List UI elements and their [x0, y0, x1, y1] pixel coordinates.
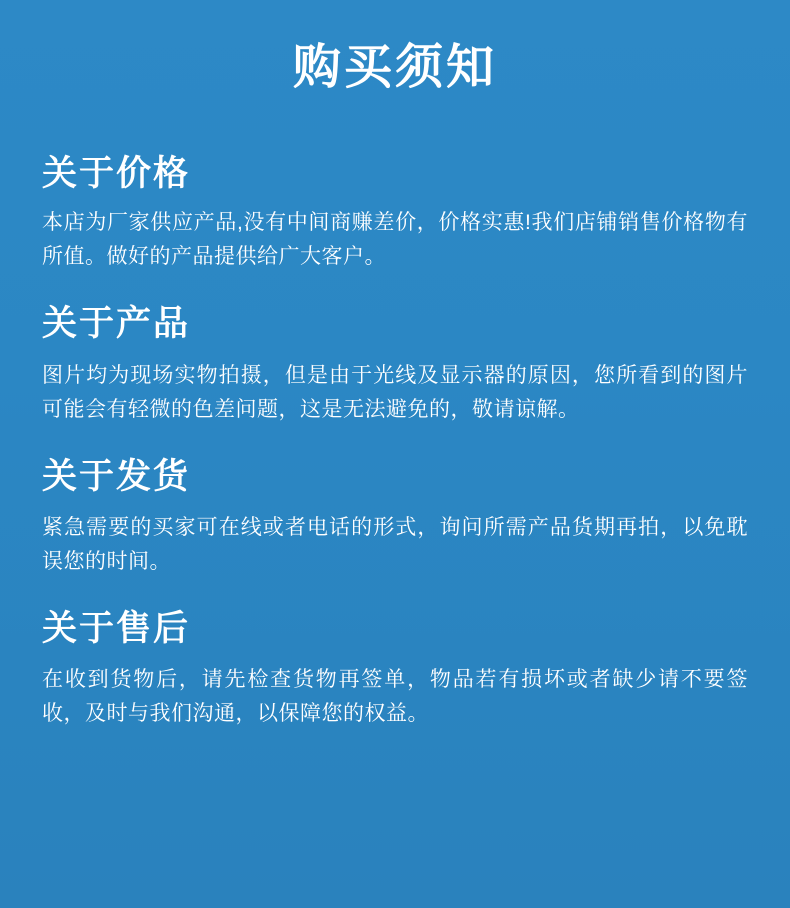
section-about-product — [42, 304, 748, 426]
section-heading-product: 关于产品 — [42, 304, 191, 344]
section-about-shipping — [42, 457, 748, 579]
section-body-aftersales: 在收到货物后，请先检查货物再签单，物品若有损坏或者缺少请不要签收，及时与我们沟通，以保障您的权益。 — [42, 668, 748, 726]
page-title: 购买须知 — [292, 41, 497, 94]
section-heading-aftersales: 关于售后 — [42, 608, 191, 648]
section-heading-price: 关于价格 — [42, 154, 191, 193]
section-about-aftersales — [42, 609, 748, 731]
section-about-price — [42, 154, 748, 274]
section-body-price: 本店为厂家供应产品,没有中间商赚差价，价格实惠!我们店铺销售价格物有所值。做好的产品提供给广大客户。 — [42, 211, 748, 269]
section-heading-shipping: 关于发货 — [42, 456, 191, 496]
section-body-product: 图片均为现场实物拍摄，但是由于光线及显示器的原因，您所看到的图片可能会有轻微的色差问题，这是无法避免的，敬请谅解。 — [42, 363, 748, 421]
section-body-shipping: 紧急需要的买家可在线或者电话的形式，询问所需产品货期再拍，以免耽误您的时间。 — [42, 515, 748, 573]
